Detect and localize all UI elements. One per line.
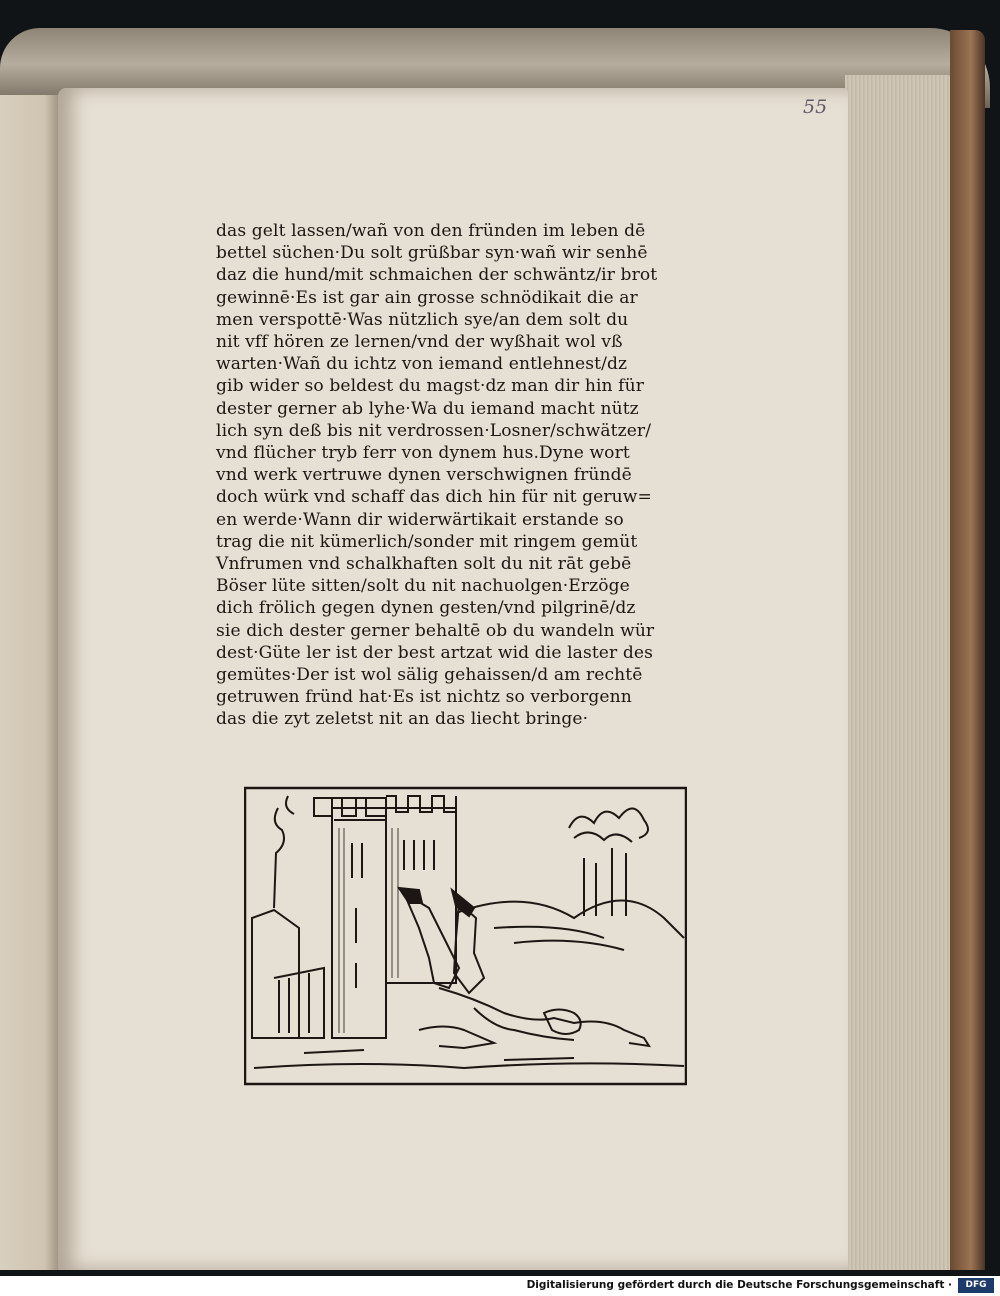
text-block — [216, 220, 702, 731]
text-line: das gelt lassen/wañ von den fründen im leben dē — [216, 221, 646, 241]
book-cover — [950, 30, 985, 1270]
text-line: getruwen fründ hat·Es ist nichtz so verborgenn — [216, 687, 632, 708]
woodcut-frame — [245, 788, 686, 1084]
text-line: lich syn deß bis nit verdrossen·Losner/schwätzer/ — [216, 420, 652, 441]
left-page-edge — [0, 95, 64, 1270]
text-line: das die zyt zeletst nit an das liecht bringe· — [216, 709, 589, 730]
text-line: gemütes·Der ist wol sälig gehaissen/d am rechtē — [216, 665, 643, 686]
hill — [456, 901, 684, 939]
falling-man — [404, 893, 459, 988]
footer-credit: Digitalisierung gefördert durch die Deutsche Forschungsgemeinschaft · — [526, 1279, 952, 1291]
text-line: gewinnē·Es ist gar ain grosse schnödikait die ar — [216, 287, 638, 308]
text-line: vnd flücher tryb ferr von dynem hus.Dyne wort — [216, 443, 630, 464]
text-line: nit vff hören ze lernen/vnd der wyßhait wol vß — [216, 332, 623, 353]
smoke-plume — [274, 808, 284, 908]
text-line: en werde·Wann dir widerwärtikait erstande so — [216, 509, 624, 530]
text-line: bettel süchen·Du solt grüßbar syn·wañ wir senhē — [216, 243, 648, 264]
text-line: vnd werk vertruwe dynen verschwignen fründē — [216, 465, 632, 486]
text-line: doch würk vnd schaff das dich hin für nit geruw= — [216, 487, 652, 508]
text-line: dich frölich gegen dynen gesten/vnd pilgrinē/dz — [216, 598, 636, 619]
page-edges — [845, 75, 960, 1270]
dfg-logo[interactable]: DFG — [958, 1278, 994, 1293]
text-line: Vnfrumen vnd schalkhaften solt du nit rāt gebē — [216, 554, 632, 575]
text-line: trag die nit kümerlich/sonder mit ringem gemüt — [216, 531, 638, 552]
text-line: Böser lüte sitten/solt du nit nachuolgen·Erzöge — [216, 576, 630, 597]
tower — [332, 808, 386, 1038]
folio-number: 55 — [803, 96, 828, 118]
text-line: gib wider so beldest du magst·dz man dir hin für — [216, 376, 644, 397]
text-line: sie dich dester gerner behaltē ob du wandeln wür — [216, 620, 655, 641]
woodcut-tower-falling-man-icon — [244, 768, 687, 1086]
text-line: daz die hund/mit schmaichen der schwäntz/ir brot — [216, 265, 658, 286]
text-line: warten·Wañ du ichtz von iemand entlehnest/dz — [216, 354, 628, 375]
text-line: dester gerner ab lyhe·Wa du iemand macht nütz — [216, 398, 639, 419]
footer-bar — [0, 1276, 1000, 1296]
text-line: men verspottē·Was nützlich sye/an dem solt du — [216, 309, 629, 330]
text-line: dest·Güte ler ist der best artzat wid die laster des — [216, 642, 653, 663]
